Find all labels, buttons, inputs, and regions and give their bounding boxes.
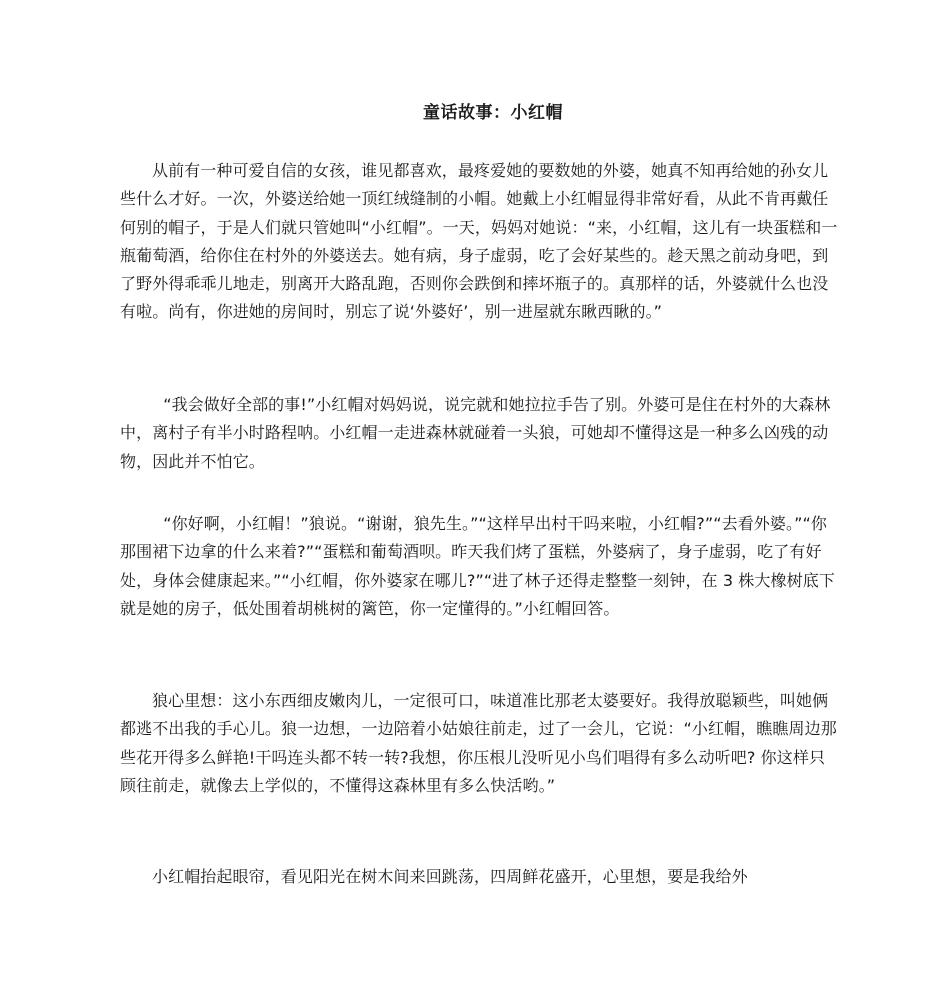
paragraph-3: “你好啊，小红帽！”狼说。“谢谢，狼先生。”“这样早出村干吗来啦，小红帽?”“去看外婆。”“你那围裙下边拿的什么来着?”“蛋糕和葡萄酒呗。昨天我们烤了蛋糕，外婆病了，身子虚弱，吃了有好处，身体会健康起来。”“小红帽，你外婆家在哪儿?”“进了林子还得走整整一刻钟，在 3 株大橡树底下就是她的房子，低处围着胡桃树的篱笆，你一定懂得的。”小红帽回答。 xyxy=(120,514,835,618)
document-title: 童话故事：小红帽 xyxy=(423,103,563,123)
paragraph-4: 狼心里想：这小东西细皮嫩肉儿，一定很可口，味道准比那老太婆要好。我得放聪颖些，叫她俩都逃不出我的手心儿。狼一边想，一边陪着小姑娘往前走，过了一会儿，它说：“小红帽，瞧瞧周边那些花开得多么鲜艳!干吗连头都不转一转?我想，你压根儿没听见小鸟们唱得有多么动听吧? 你这样只顾往前走，就像去上学似的，不懂得这森林里有多么快活哟。” xyxy=(120,691,837,795)
paragraph-2: “我会做好全部的事!”小红帽对妈妈说，说完就和她拉拉手告了别。外婆可是住在村外的大森林中，离村子有半小时路程呐。小红帽一走进森林就碰着一头狼，可她却不懂得这是一种多么凶残的动物，因此并不怕它。 xyxy=(120,395,831,471)
paragraph-1: 从前有一种可爱自信的女孩，谁见都喜欢，最疼爱她的要数她的外婆，她真不知再给她的孙女儿些什么才好。一次，外婆送给她一顶红绒缝制的小帽。她戴上小红帽显得非常好看，从此不肯再戴任何别的帽子，于是人们就只管她叫“小红帽”。一天，妈妈对她说：“来，小红帽，这儿有一块蛋糕和一瓶葡萄酒，给你住在村外的外婆送去。她有病，身子虚弱，吃了会好某些的。趁天黑之前动身吧，到了野外得乖乖儿地走，别离开大路乱跑，否则你会跌倒和摔坏瓶子的。真那样的话，外婆就什么也没有啦。尚有，你进她的房间时，别忘了说‘外婆好’，别一进屋就东瞅西瞅的。” xyxy=(120,161,838,322)
paragraph-5: 小红帽抬起眼帘，看见阳光在树木间来回跳荡，四周鲜花盛开，心里想，要是我给外 xyxy=(152,867,748,886)
